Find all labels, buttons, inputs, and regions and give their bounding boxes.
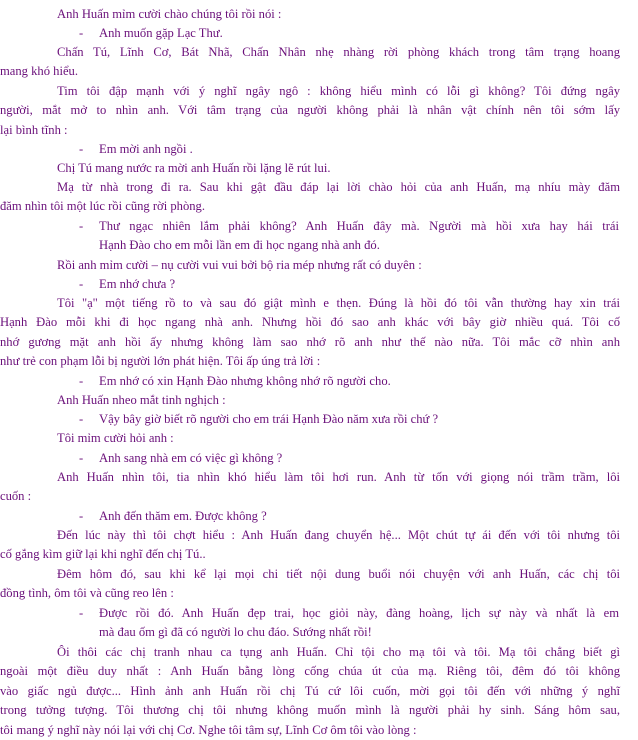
text-line: lại bình tĩnh :	[0, 122, 68, 137]
text-line: Ôi thôi các chị tranh nhau ca tụng anh Huấn. Chỉ tội cho mạ tôi và tôi. Mạ tôi chẳng biết gì	[57, 645, 620, 659]
text-line: Được rồi đó. Anh Huấn đẹp trai, học giỏi này, đàng hoàng, lịch sự này và nhất là em	[99, 606, 619, 620]
text-line: ngoài một điều duy nhất : Anh Huấn bằng lòng cống chúa út của mạ. Riêng tôi, đêm đó tôi không	[0, 664, 620, 679]
dialogue-dash: -	[79, 509, 84, 523]
text-line: Em nhớ chưa ?	[99, 277, 176, 291]
text-line: Đêm hôm đó, sau khi kể lại mọi chi tiết nội dung buổi nói chuyện với anh Huấn, các chị tôi	[57, 567, 620, 581]
text-line: như trẻ con phạm lỗi bị người lớn phát hiện. Tôi ấp úng trả lời :	[0, 354, 321, 369]
dialogue-dash: -	[79, 277, 84, 291]
dialogue-dash: -	[79, 606, 84, 620]
text-line: Tim tôi đập mạnh với ý nghĩ ngây ngô : không hiểu mình có lỗi gì không? Tôi đứng ngây	[57, 84, 620, 98]
text-line: vào giấc ngủ được... Hình ảnh anh Huấn rồi chị Tú cứ lôi cuốn, mời gọi tôi đến với những ý nghĩ	[0, 683, 620, 698]
dialogue-dash: -	[79, 451, 84, 465]
text-line: trong tưởng tượng. Tôi thương chị tôi nhưng không muốn mình là người phải hy sinh. Sáng hôm sau,	[0, 703, 620, 718]
dialogue-dash: -	[79, 374, 84, 388]
text-line: Tôi "ạ" một tiếng rồ to và sau đó giật mình e thẹn. Đúng là hồi đó tôi vẫn thường hay xin trái	[57, 296, 620, 310]
text-line: Hạnh Đào cho em mỗi lần em đi học ngang nhà anh đó.	[99, 238, 380, 253]
text-line: tôi mang ý nghĩ này nói lại với chị Cơ. Nghe tôi tâm sự, Lĩnh Cơ ôm tôi vào lòng :	[0, 722, 417, 737]
text-line: Tôi mỉm cười hỏi anh :	[57, 431, 174, 445]
text-line: Em mời anh ngồi .	[99, 142, 193, 156]
text-line: Chị Tú mang nước ra mời anh Huấn rồi lặng lẽ rút lui.	[57, 161, 331, 175]
text-line: Đến lúc này thì tôi chợt hiểu : Anh Huấn đang chuyển hệ... Một chút tự ái đến với tôi nhưng tôi	[57, 528, 620, 542]
text-line: Anh sang nhà em có việc gì không ?	[99, 451, 283, 465]
text-line: đăm nhìn tôi một lúc rồi cũng rời phòng.	[0, 199, 205, 214]
text-line: Anh đến thăm em. Được không ?	[99, 509, 267, 523]
text-line: người, mắt mở to nhìn anh. Với tâm trạng của người không phải là nhân vật chính nên tôi sớm lấy	[0, 103, 620, 118]
text-line: Rồi anh mỉm cười – nụ cười vui vui bởi bộ ria mép nhưng rất có duyên :	[57, 258, 422, 272]
text-line: nhớ gương mặt anh hồi ấy nhưng không làm sao nhớ rõ anh như thế nào nữa. Tôi mắc cỡ nhìn anh	[0, 334, 620, 349]
dialogue-dash: -	[79, 412, 84, 426]
text-line: cuốn :	[0, 489, 32, 504]
text-line: mang khó hiểu.	[0, 64, 78, 79]
text-line: Thư ngạc nhiên lắm phải không? Anh Huấn đây mà. Người mà hồi xưa hay hái trái	[99, 219, 619, 233]
text-line: cố gắng kìm giữ lại khi nghĩ đến chị Tú..	[0, 547, 206, 562]
text-line: mà đau ốm gì đã có người lo chu đáo. Sướng nhất rồi!	[99, 625, 372, 640]
text-line: Anh Huấn mỉm cười chào chúng tôi rồi nói :	[57, 7, 282, 21]
text-line: Anh Huấn nhìn tôi, tia nhìn khó hiểu làm tôi hơi run. Anh từ tốn với giọng nói trầm trầm, lôi	[57, 470, 620, 484]
dialogue-dash: -	[79, 219, 84, 233]
text-line: Em nhớ có xin Hạnh Đào nhưng không nhớ rõ người cho.	[99, 374, 391, 388]
text-line: Chấn Tú, Lĩnh Cơ, Bát Nhã, Chấn Nhân nhẹ nhàng rời phòng khách trong tâm trạng hoang	[57, 45, 620, 59]
text-line: Hạnh Đào mỗi khi đi học ngang nhà anh. Nhưng hồi đó sao anh khác với bây giờ nhiều quá. Tôi cố	[0, 315, 620, 330]
text-line: Anh muốn gặp Lạc Thư.	[99, 26, 223, 40]
text-line: Mạ từ nhà trong đi ra. Sau khi gật đầu đáp lại lời chào hỏi của anh Huấn, mạ nhíu mày đăm	[57, 180, 620, 194]
text-line: Anh Huấn nheo mắt tinh nghịch :	[57, 393, 226, 407]
dialogue-dash: -	[79, 26, 84, 40]
dialogue-dash: -	[79, 142, 84, 156]
text-line: đồng tình, ôm tôi và cũng reo lên :	[0, 586, 174, 601]
text-line: Vậy bây giờ biết rõ người cho em trái Hạnh Đào năm xưa rồi chứ ?	[99, 412, 439, 426]
